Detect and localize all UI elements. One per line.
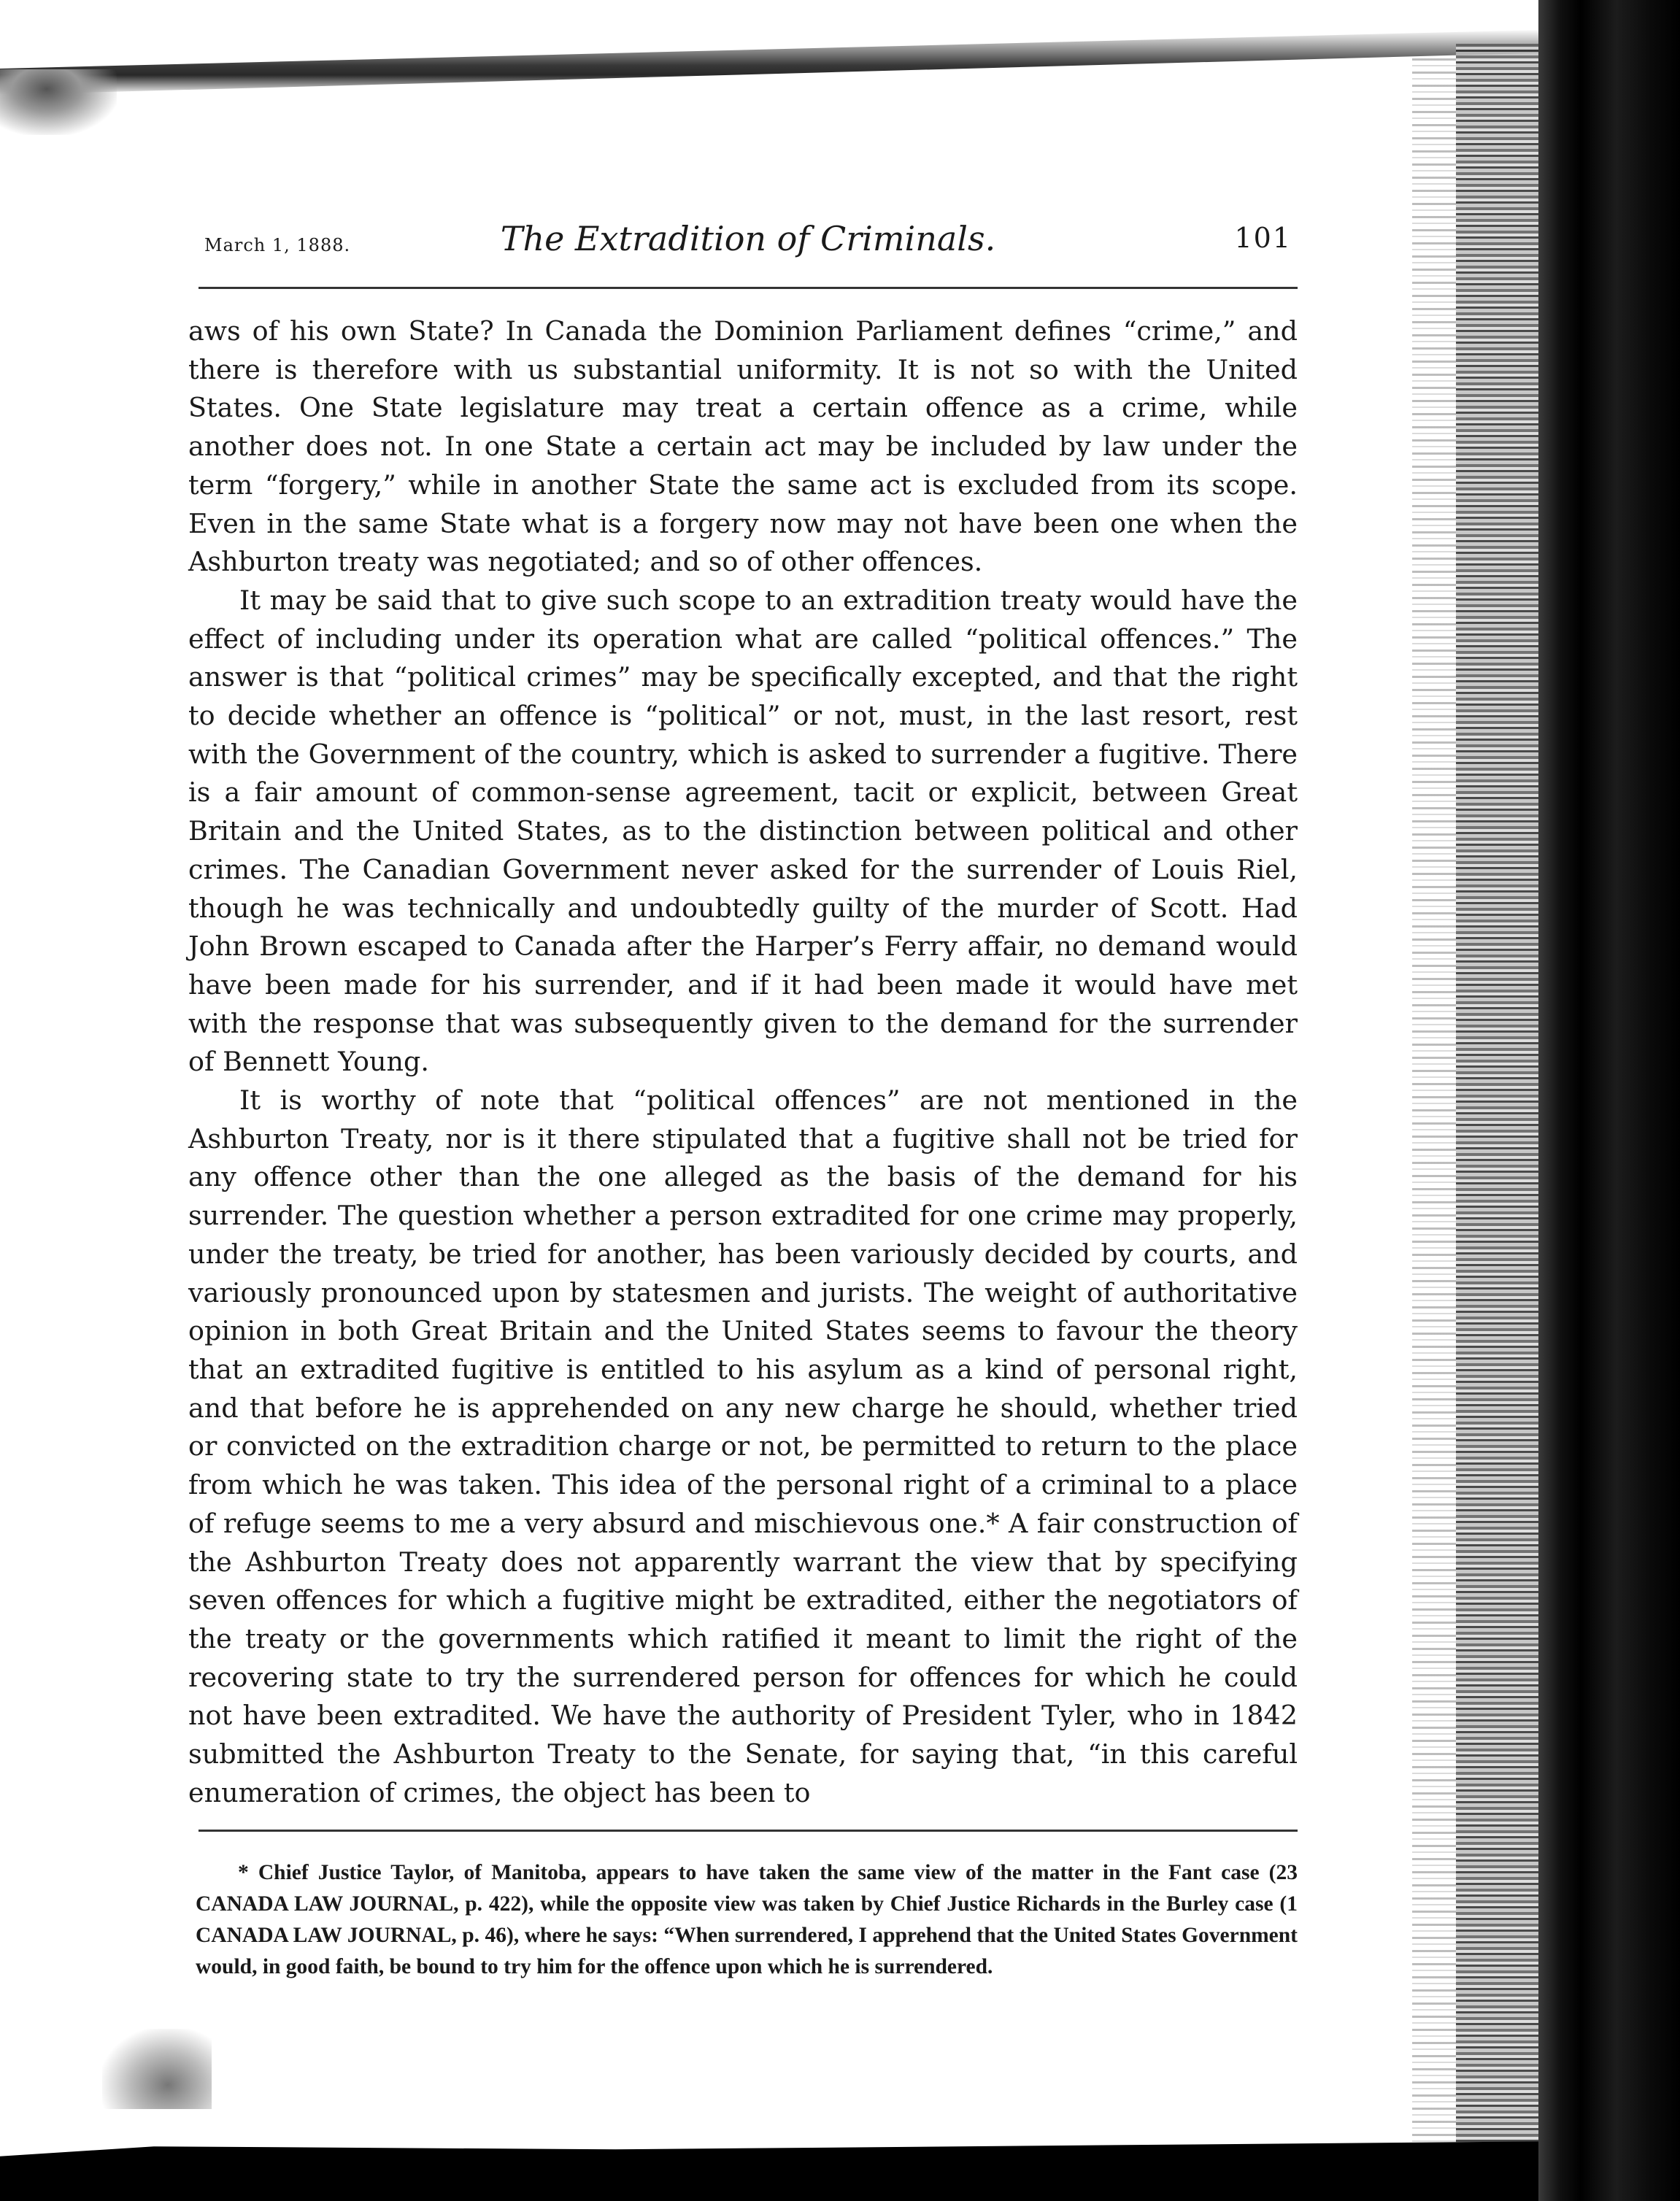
running-head <box>204 219 1292 270</box>
running-head-title: The Extradition of Criminals. <box>500 219 996 258</box>
scan-page-edges-right <box>1456 44 1538 2175</box>
header-rule <box>199 287 1298 289</box>
paragraph: It is worthy of note that “political offences” are not mentioned in the Ashburton Treaty, nor is it there stipulated that a fugitive shall not be tried for any offence other than the one alleged as the basis of the demand for his surrender. The question whether a person extradited for one crime may properly, under the treaty, be tried for another, has been variously decided by courts, and variously pronounced upon by statesmen and jurists. The weight of authoritative opinion in both Great Britain and the United States seems to favour the theory that an extradited fugitive is entitled to his asylum as a kind of personal right, and that before he is apprehended on any new charge he should, whether tried or convicted on the extradition charge or not, be permitted to return to the place from which he was taken. This idea of the personal right of a criminal to a place of refuge seems to me a very absurd and mischievous one.* A fair construction of the Ashburton Treaty does not apparently warrant the view that by specifying seven offences for which a fugitive might be extradited, either the negotiators of the treaty or the governments which ratified it meant to limit the right of the recovering state to try the surrendered person for offences for which he could not have been extradited. We have the authority of President Tyler, who in 1842 submitted the Ashburton Treaty to the Senate, for saying that, “in this careful enumeration of crimes, the object has been to <box>188 1084 1298 1808</box>
paragraph: It may be said that to give such scope to an extradition treaty would have the effect of including under its operation what are called “political offences.” The answer is that “political crimes” may be specifically excepted, and that the right to decide whether an offence is “political” or not, must, in the last resort, rest with the Government of the country, which is asked to surrender a fugitive. There is a fair amount of common-sense agreement, tacit or explicit, between Great Britain and the United States, as to the distinction between political and other crimes. The Canadian Government never asked for the surrender of Louis Riel, though he was technically and undoubtedly guilty of the murder of Scott. Had John Brown escaped to Canada after the Harper’s Ferry affair, no demand would have been made for his surrender, and if it had been made it would have met with the response that was subsequently given to the demand for the surrender of Bennett Young. <box>188 584 1298 1078</box>
scan-shadow-right <box>1538 0 1680 2201</box>
body-text <box>188 312 1298 1812</box>
scan-shadow-top <box>0 29 1569 95</box>
page-number: 101 <box>1234 222 1292 254</box>
scan-shadow-bottom <box>0 2102 1538 2201</box>
paragraph: aws of his own State? In Canada the Dominion Parliament defines “crime,” and there is therefore with us substantial uniformity. It is not so with the United States. One State legislature may treat a certain offence as a crime, while another does not. In one State a certain act may be included by law under the term “forgery,” while in another State the same act is excluded from its scope. Even in the same State what is a forgery now may not have been one when the Ashburton treaty was negotiated; and so of other offences. <box>188 315 1298 578</box>
footnote-text: * Chief Justice Taylor, of Manitoba, appears to have taken the same view of the matter in the Fant case (23 CANADA LAW JOURNAL, p. 422), while the opposite view was taken by Chief Justice Richards in the Burley case (1 CANADA LAW JOURNAL, p. 46), where he says: “When surrendered, I apprehend that the United States Government would, in good faith, be bound to try him for the offence upon which he is surrendered. <box>196 1861 1298 1978</box>
scan-noise-right <box>1412 58 1456 2160</box>
scan-smudge-top-left <box>0 69 117 135</box>
footnote-rule <box>199 1830 1298 1832</box>
scan-smudge-bottom-left <box>102 2029 212 2109</box>
footnote <box>196 1857 1298 1983</box>
running-head-date: March 1, 1888. <box>204 235 351 255</box>
